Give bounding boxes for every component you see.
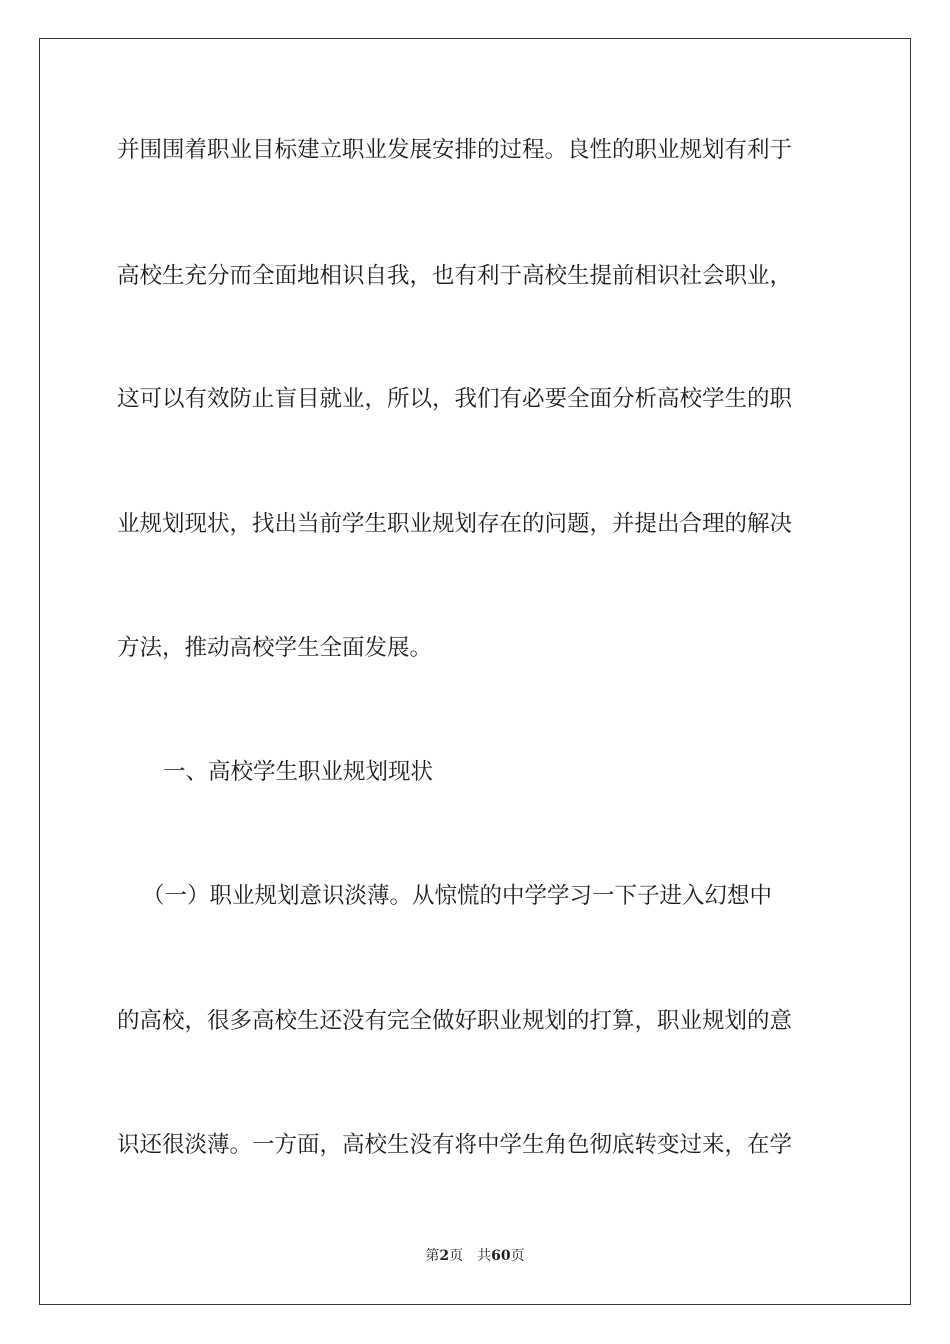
total-prefix: 共 <box>477 1248 492 1264</box>
paragraph-line: （一）职业规划意识淡薄。从惊慌的中学学习一下子进入幻想中 <box>142 883 773 909</box>
paragraph-line: 这可以有效防止盲目就业，所以，我们有必要全面分析高校学生的职 <box>117 386 793 412</box>
page-border <box>39 38 911 1305</box>
section-heading: 一、高校学生职业规划现状 <box>163 759 434 785</box>
paragraph-line: 并围围着职业目标建立职业发展安排的过程。良性的职业规划有利于 <box>117 137 793 163</box>
page-footer <box>0 1246 950 1266</box>
page-prefix: 第 <box>425 1248 440 1264</box>
paragraph-line: 业规划现状，找出当前学生职业规划存在的问题，并提出合理的解决 <box>117 511 793 537</box>
page-number: 2 <box>439 1248 450 1264</box>
paragraph-line: 方法，推动高校学生全面发展。 <box>117 635 433 661</box>
paragraph-line: 的高校，很多高校生还没有完全做好职业规划的打算，职业规划的意 <box>117 1008 793 1034</box>
paragraph-line: 识还很淡薄。一方面，高校生没有将中学生角色彻底转变过来，在学 <box>117 1132 793 1158</box>
total-suffix: 页 <box>510 1248 525 1264</box>
page-suffix: 页 <box>449 1248 464 1264</box>
paragraph-line: 高校生充分而全面地相识自我，也有利于高校生提前相识社会职业， <box>117 263 793 289</box>
total-pages: 60 <box>491 1248 511 1264</box>
